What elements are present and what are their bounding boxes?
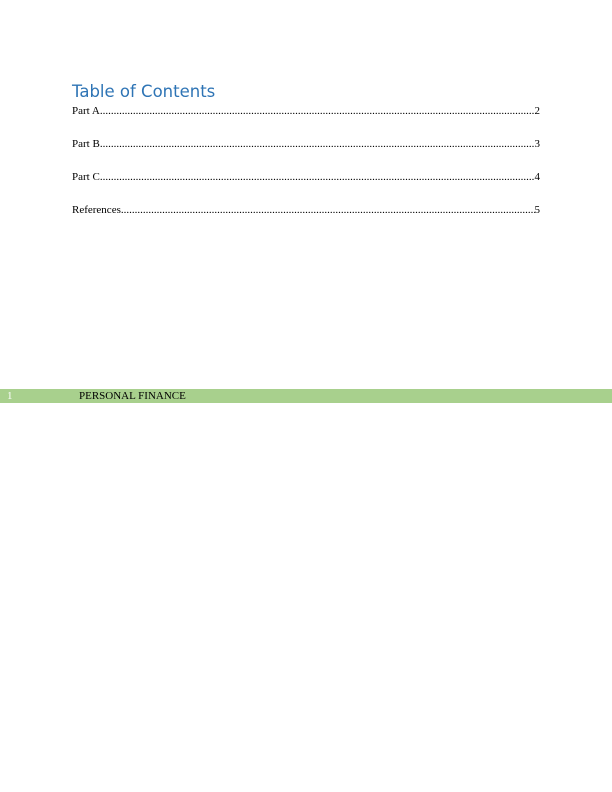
toc-dot-leader xyxy=(100,137,535,151)
toc-entry-page: 5 xyxy=(534,204,540,216)
toc-entry-label: Part C xyxy=(72,171,100,183)
toc-list xyxy=(72,104,540,236)
footer-page-number: 1 xyxy=(7,390,13,402)
toc-dot-leader xyxy=(100,170,535,184)
toc-entry-part-c[interactable] xyxy=(72,170,540,203)
toc-entry-label: References xyxy=(72,204,121,216)
page-footer-band xyxy=(0,389,612,403)
toc-entry-part-a[interactable] xyxy=(72,104,540,137)
toc-entry-page: 4 xyxy=(534,171,540,183)
toc-entry-references[interactable] xyxy=(72,203,540,236)
toc-dot-leader xyxy=(100,104,535,118)
toc-dot-leader xyxy=(121,203,535,217)
toc-entry-page: 3 xyxy=(534,138,540,150)
toc-entry-part-b[interactable] xyxy=(72,137,540,170)
toc-entry-label: Part B xyxy=(72,138,100,150)
toc-title: Table of Contents xyxy=(72,82,216,101)
footer-running-title: PERSONAL FINANCE xyxy=(79,390,186,402)
toc-entry-label: Part A xyxy=(72,105,100,117)
toc-entry-page: 2 xyxy=(534,105,540,117)
